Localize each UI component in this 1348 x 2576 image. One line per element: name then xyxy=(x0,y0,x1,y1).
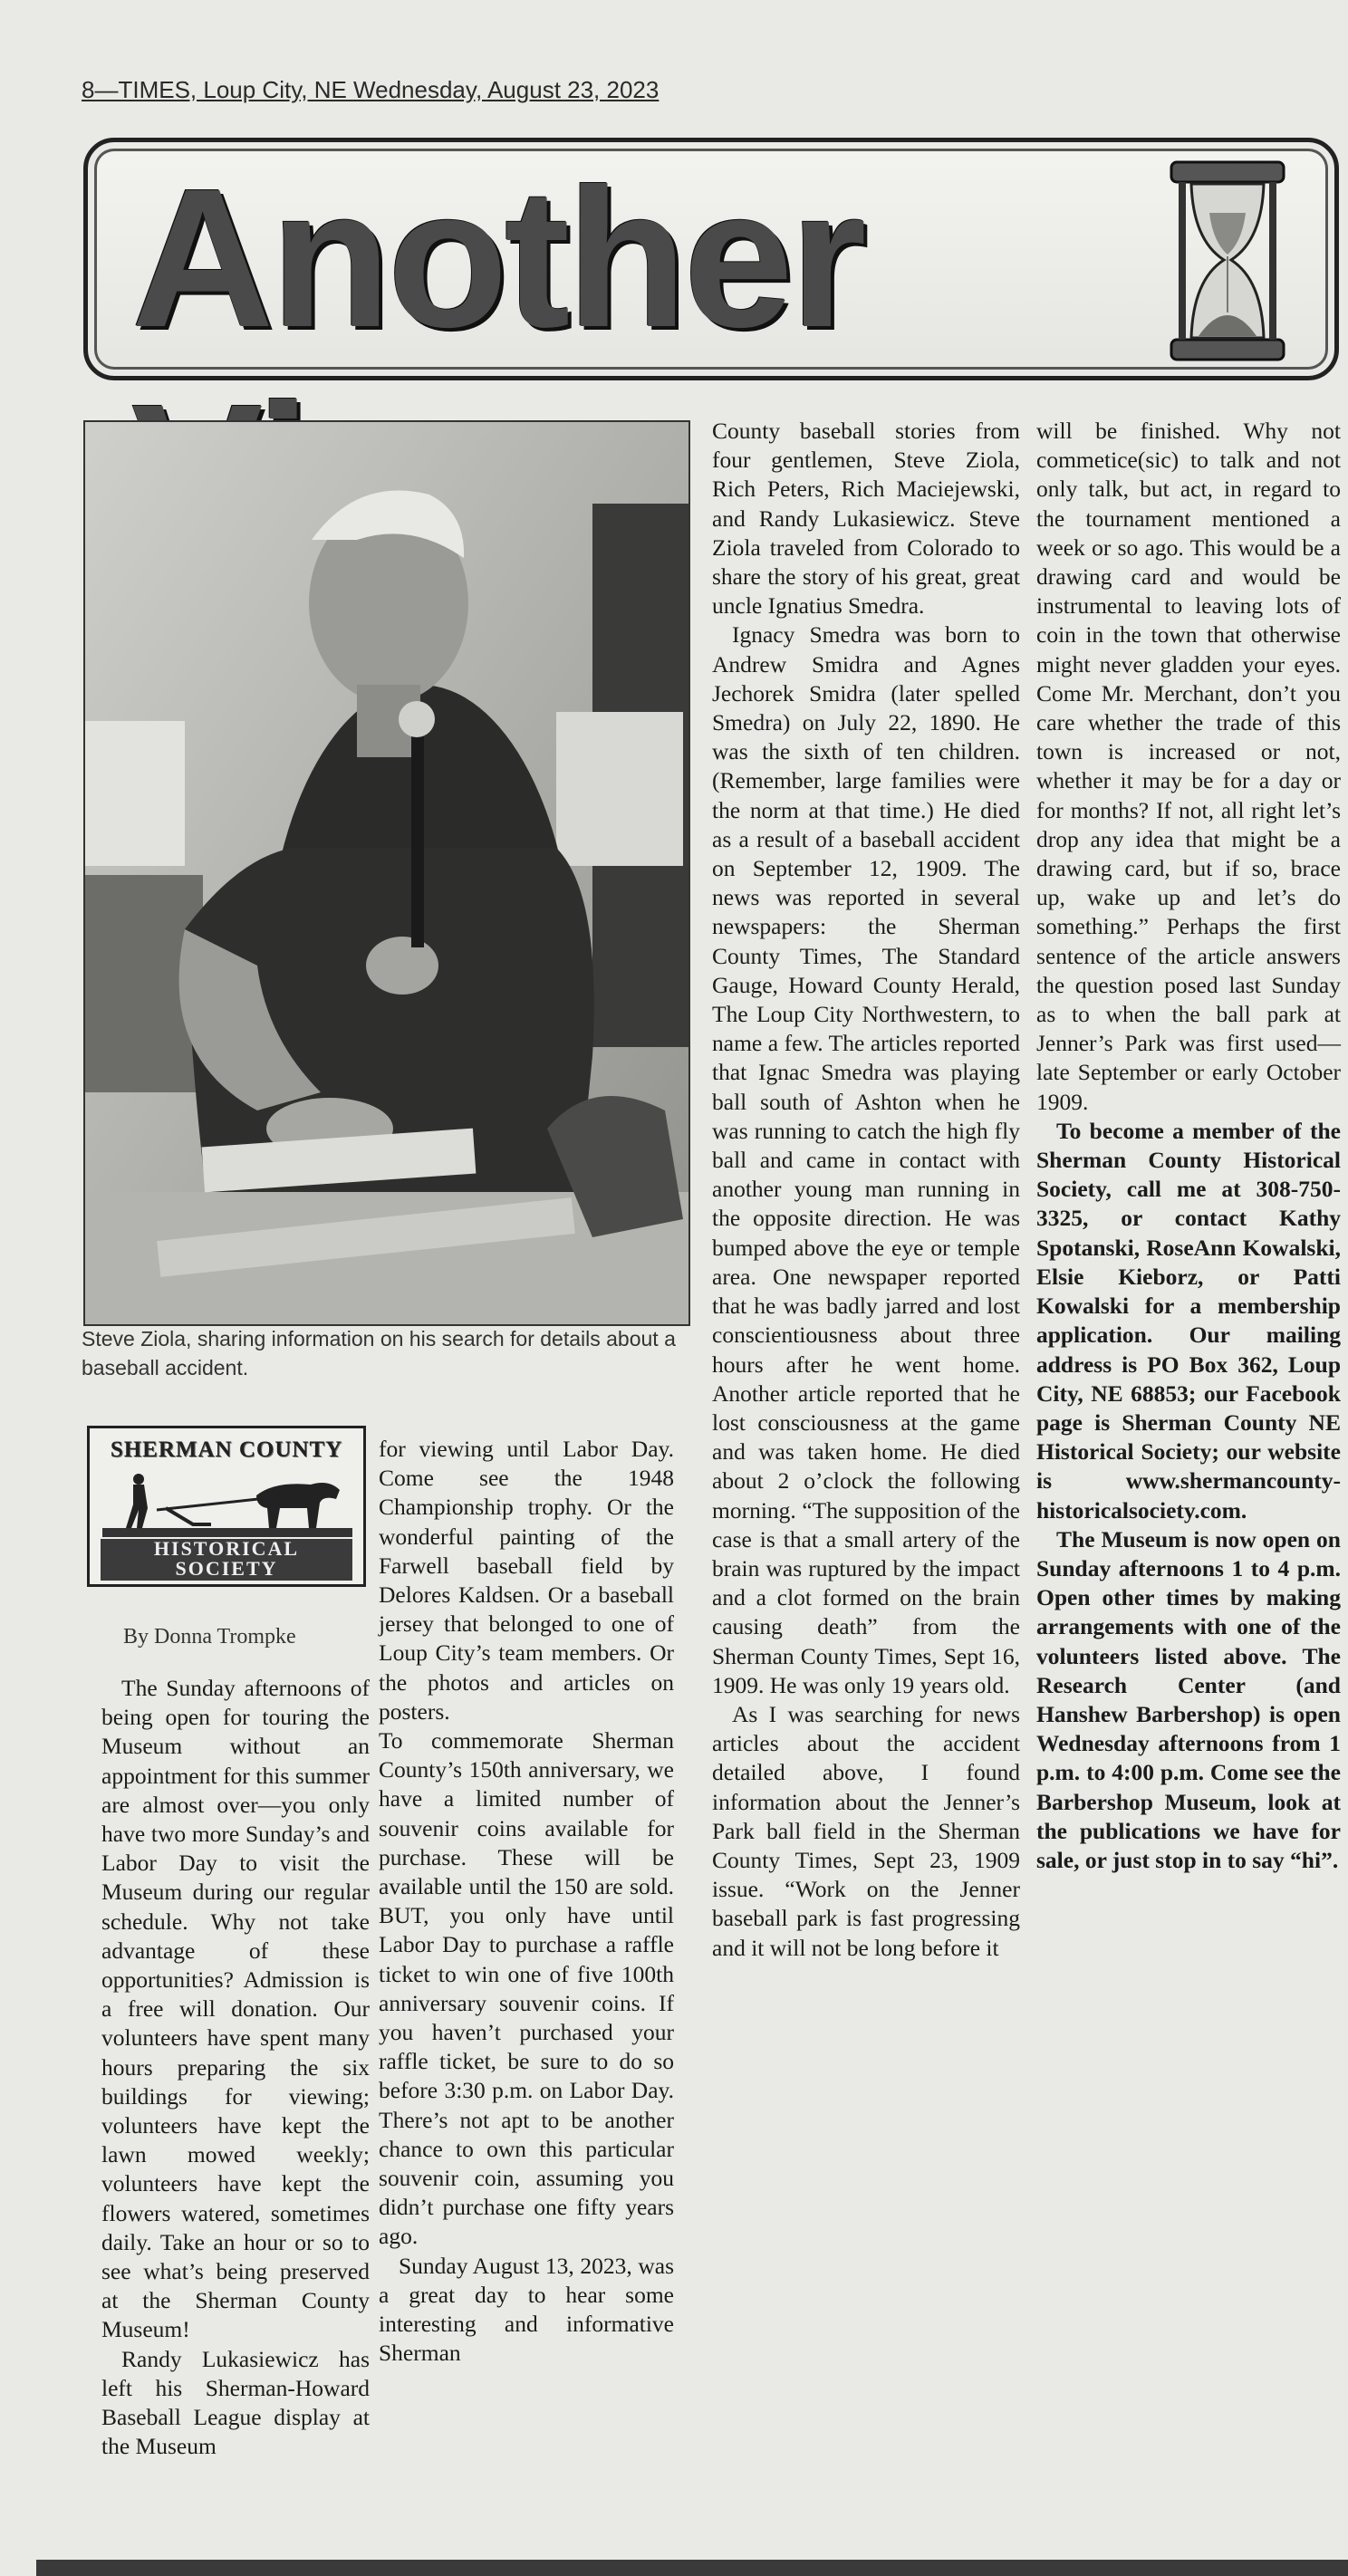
paragraph: will be finished. Why not commetice(sic) to talk and not only talk, but act, in regard to the tournament mentioned a week or so ago. This would be a drawing card and would be instrumental to leaving lots of coin in the town that otherwise might never gladden your eyes. Come Mr. Merchant, don’t you care whether the trade of this town is increased or not, whether it may be for a day or for months? If not, all right let’s drop any idea that might be a drawing card, but if so, brace up, wake up and let’s do something.” Perhaps the first sentence of the article answers the question posed last Sunday as to when the ball park at Jenner’s Park was first used—late September or early October 1909. xyxy=(1036,418,1341,1115)
membership-paragraph: To become a member of the Sherman County Historical Society, call me at 308-750-3325, or contact Kathy Spotanski, RoseAnn Kowalski, Elsie Kieborz, or Patti Kowalski for a membership application. Our mailing address is PO Box 362, Loup City, NE 68853; our Facebook page is Sherman County NE Historical Society; our website is www.shermancounty-historicalsociety.com. xyxy=(1036,1117,1341,1523)
paragraph: The Sunday afternoons of being open for touring the Museum without an appointment for this summer are almost over—you only have two more Sunday’s and Labor Day to visit the Museum during our regular schedule. Why not take advantage of these opportunities? Admission is a free will donation. Our volunteers have spent many hours preparing the six buildings for viewing; volunteers have kept the lawn mowed weekly; volunteers have kept the flowers watered, sometimes daily. Take an hour or so to see what’s being preserved at the Sherman County Museum! xyxy=(101,1675,370,2343)
paragraph: for viewing until Labor Day. Come see the 1948 Championship trophy. Or the wonderful painting of the Farwell baseball field by Delores Kaldsen. Or a baseball jersey that belonged to one of Loup City’s team members. Or the photos and articles on posters. xyxy=(379,1436,674,1725)
bottom-rule xyxy=(36,2560,1348,2576)
paragraph: County baseball stories from four gentlemen, Steve Ziola, Rich Peters, Rich Maciejewski, and Randy Lukasiewicz. Steve Ziola traveled from Colorado to share the story of his great, great uncle Ignatius Smedra. xyxy=(712,418,1020,620)
plow-horse-icon xyxy=(102,1468,352,1537)
paragraph: Sunday August 13, 2023, was a great day to hear some interesting and informative Sherman xyxy=(379,2252,674,2367)
article-column-1 xyxy=(101,1674,370,2461)
historical-society-logo xyxy=(87,1426,366,1587)
article-column-2 xyxy=(379,1435,674,2369)
paragraph: Ignacy Smedra was born to Andrew Smidra and Agnes Jechorek Smidra (later spelled Smedra) on July 22, 1890. He was the sixth of ten children. (Remember, large families were the norm at that time.) He died as a result of a baseball accident on September 12, 1909. The news was reported in several newspapers: the Sherman County Times, The Standard Gauge, Howard County Herald, The Loup City Northwestern, to name a few. The articles reported that Ignac Smedra was playing ball south of Ashton when he was running to catch the high fly ball and came in contact with another young man running in the opposite direction. He was bumped above the eye or temple area. One newspaper reported that he was badly jarred and lost conscientiousness about three hours after he went home. Another article reported that he lost consciousness at the game and was taken home. He died about 2 o’clock the following morning. “The supposition of the case is that a small artery of the brain was ruptured by the impact and a clot formed on the brain causing death” from the Sherman County Times, Sept 16, 1909. He was only 19 years old. xyxy=(712,621,1020,1698)
article-column-4 xyxy=(1036,417,1341,1875)
museum-hours-paragraph: The Museum is now open on Sunday afternoons 1 to 4 p.m. Open other times by making arrangements with one of the volunteers listed above. The Research Center (and Hanshew Barbershop) is open Wednesday afternoons from 1 p.m. to 4:00 p.m. Come see the Barbershop Museum, look at the publications we have for sale, or just stop in to say “hi”. xyxy=(1036,1525,1341,1873)
hourglass-icon xyxy=(1164,159,1291,363)
byline: By Donna Trompke xyxy=(123,1625,296,1648)
article-column-3 xyxy=(712,417,1020,1963)
logo-band-line2: SOCIETY xyxy=(175,1557,278,1580)
banner xyxy=(83,138,1339,380)
paragraph: As I was searching for news articles about the accident detailed above, I found information about the Jenner’s Park ball field in the Sherman County Times, Sept 23, 1909 issue. “Work on the Jenner baseball park is fast progressing and it will not be long before it xyxy=(712,1700,1020,1961)
photo xyxy=(83,420,690,1326)
logo-top-text: SHERMAN COUNTY xyxy=(110,1437,343,1462)
page-header: 8—TIMES, Loup City, NE Wednesday, August 23, 2023 xyxy=(82,76,660,103)
banner-title: Another xyxy=(131,149,863,369)
paragraph: To commemorate Sherman County’s 150th anniversary, we have a limited number of souvenir coins available for purchase. These will be available until the 150 are sold. BUT, you only have until Labor Day to purchase a raffle ticket to win one of five 100th anniversary souvenir coins. If you haven’t purchased your raffle ticket, be sure to do so before 3:30 p.m. on Labor Day. There’s not apt to be another chance to own this particular souvenir coin, assuming you didn’t purchase one fifty years ago. xyxy=(379,1727,674,2250)
logo-band-line1: HISTORICAL xyxy=(153,1537,300,1560)
photo-caption: Steve Ziola, sharing information on his search for details about a baseball accident. xyxy=(82,1327,676,1379)
logo-band xyxy=(101,1539,352,1581)
speaker-photo xyxy=(85,422,688,1324)
paragraph: Randy Lukasiewicz has left his Sherman-Howard Baseball League display at the Museum xyxy=(101,2345,370,2460)
